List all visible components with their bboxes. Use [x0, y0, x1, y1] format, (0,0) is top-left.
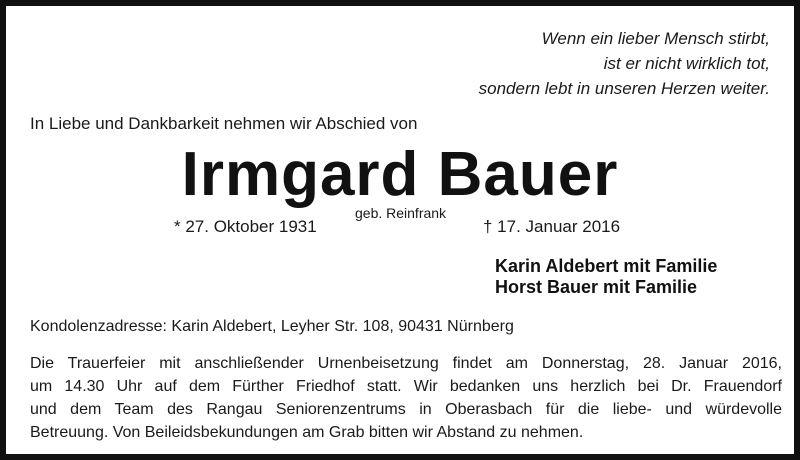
condolence-address: Kondolenzadresse: Karin Aldebert, Leyher Str. 108, 90431 Nürnberg [30, 318, 514, 335]
service-line: Die Trauerfeier mit anschließender Urnenbeisetzung findet am Donnerstag, 28. Januar 2016, [30, 355, 782, 372]
poem-line: ist er nicht wirklich tot, [603, 54, 770, 73]
mourners-list [495, 256, 717, 298]
intro-text: In Liebe und Dankbarkeit nehmen wir Abschied von [30, 114, 418, 133]
funeral-service-text [30, 352, 782, 444]
poem-line: sondern lebt in unseren Herzen weiter. [478, 79, 770, 98]
memorial-poem [479, 26, 770, 101]
mourner-entry: Karin Aldebert mit Familie [495, 256, 718, 276]
death-date: † 17. Januar 2016 [483, 217, 621, 236]
maiden-name: geb. Reinfrank [355, 205, 447, 221]
deceased-name: Irmgard Bauer [181, 140, 619, 209]
poem-line: Wenn ein lieber Mensch stirbt, [541, 29, 770, 48]
birth-date: * 27. Oktober 1931 [174, 217, 317, 236]
service-line: und dem Team des Rangau Seniorenzentrums in Oberasbach für die liebe- und würdevolle [30, 401, 782, 418]
service-line: um 14.30 Uhr auf dem Fürther Friedhof statt. Wir bedanken uns herzlich bei Dr. Frauendorf [30, 378, 782, 395]
service-line: Betreuung. Von Beileidsbekundungen am Grab bitten wir Abstand zu nehmen. [30, 424, 584, 441]
mourner-entry: Horst Bauer mit Familie [495, 277, 698, 297]
